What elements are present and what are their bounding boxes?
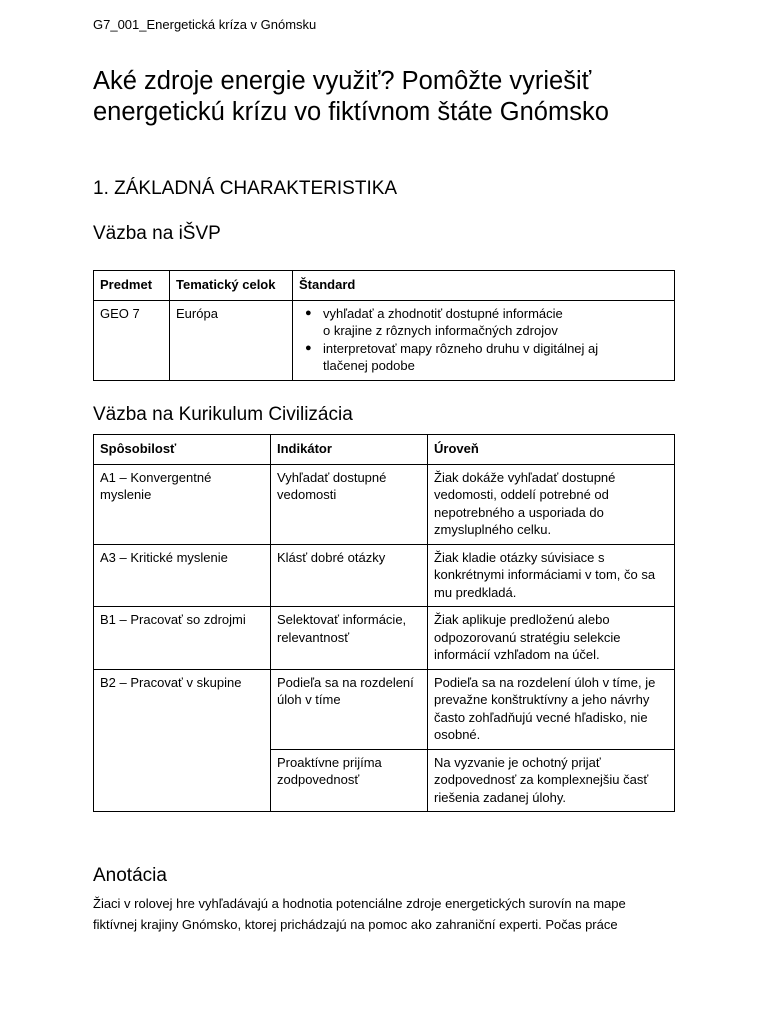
table-row bbox=[94, 607, 675, 670]
anotacia-line: fiktívnej krajiny Gnómsko, ktorej prichádzajú na pomoc ako zahraniční experti. Počas práce bbox=[93, 917, 618, 932]
table-cell: Žiak kladie otázky súvisiace s konkrétnymi informáciami v tom, čo sa mu predkladá. bbox=[428, 544, 675, 607]
table-cell: Na vyzvanie je ochotný prijať zodpovednosť za komplexnejšiu časť riešenia zadanej úlohy. bbox=[428, 749, 675, 812]
table-row bbox=[94, 464, 675, 544]
table-cell: B1 – Pracovať so zdrojmi bbox=[94, 607, 271, 670]
list-item bbox=[323, 305, 668, 340]
table-cell: Vyhľadať dostupné vedomosti bbox=[271, 464, 428, 544]
anotacia-text bbox=[93, 893, 675, 935]
table-cell: Podieľa sa na rozdelení úloh v tíme, je prevažne konštruktívny a jeho návrhy často zohľadňujú vecné hľadisko, nie osobné. bbox=[428, 669, 675, 749]
standard-text: interpretovať mapy rôzneho druhu v digitálnej aj bbox=[323, 340, 599, 356]
table-cell: Podieľa sa na rozdelení úloh v tíme bbox=[271, 669, 428, 749]
table-cell: B2 – Pracovať v skupine bbox=[94, 669, 271, 812]
table-cell: A3 – Kritické myslenie bbox=[94, 544, 271, 607]
title-line-2: energetickú krízu vo fiktívnom štáte Gnómsko bbox=[93, 98, 609, 126]
table-cell: Európa bbox=[170, 300, 293, 380]
table-header-row bbox=[94, 435, 675, 465]
table-row bbox=[94, 544, 675, 607]
kurikulum-heading: Väzba na Kurikulum Civilizácia bbox=[93, 404, 353, 425]
table-cell: Žiak dokáže vyhľadať dostupné vedomosti, oddelí potrebné od nepotrebného a usporiada do zmysluplného celku. bbox=[428, 464, 675, 544]
standard-text: tlačenej podobe bbox=[323, 358, 415, 373]
table-row bbox=[94, 300, 675, 380]
anotacia-line: Žiaci v rolovej hre vyhľadávajú a hodnotia potenciálne zdroje energetických surovín na mape bbox=[93, 896, 626, 911]
standard-list bbox=[299, 305, 668, 375]
column-header: Indikátor bbox=[271, 435, 428, 465]
isvp-heading: Väzba na iŠVP bbox=[93, 223, 221, 244]
table-cell bbox=[293, 300, 675, 380]
document-header: G7_001_Energetická kríza v Gnómsku bbox=[93, 17, 317, 32]
title-line-1: Aké zdroje energie využiť? Pomôžte vyriešiť bbox=[93, 67, 592, 95]
isvp-table bbox=[93, 270, 675, 381]
table-cell: GEO 7 bbox=[94, 300, 170, 380]
kurikulum-table bbox=[93, 434, 675, 812]
column-header: Tematický celok bbox=[170, 271, 293, 301]
list-item bbox=[323, 340, 668, 375]
column-header: Štandard bbox=[293, 271, 675, 301]
anotacia-heading: Anotácia bbox=[93, 865, 167, 886]
table-header-row bbox=[94, 271, 675, 301]
table-cell: A1 – Konvergentné myslenie bbox=[94, 464, 271, 544]
table-cell: Selektovať informácie, relevantnosť bbox=[271, 607, 428, 670]
standard-text: vyhľadať a zhodnotiť dostupné informácie bbox=[323, 305, 563, 321]
standard-text: o krajine z rôznych informačných zdrojov bbox=[323, 323, 558, 338]
page-title bbox=[93, 66, 693, 128]
column-header: Spôsobilosť bbox=[94, 435, 271, 465]
table-cell: Proaktívne prijíma zodpovednosť bbox=[271, 749, 428, 812]
table-cell: Klásť dobré otázky bbox=[271, 544, 428, 607]
table-cell: Žiak aplikuje predloženú alebo odpozorovanú stratégiu selekcie informácií vzhľadom na účel. bbox=[428, 607, 675, 670]
table-row bbox=[94, 669, 675, 749]
section-heading: 1. ZÁKLADNÁ CHARAKTERISTIKA bbox=[93, 178, 398, 199]
column-header: Predmet bbox=[94, 271, 170, 301]
column-header: Úroveň bbox=[428, 435, 675, 465]
